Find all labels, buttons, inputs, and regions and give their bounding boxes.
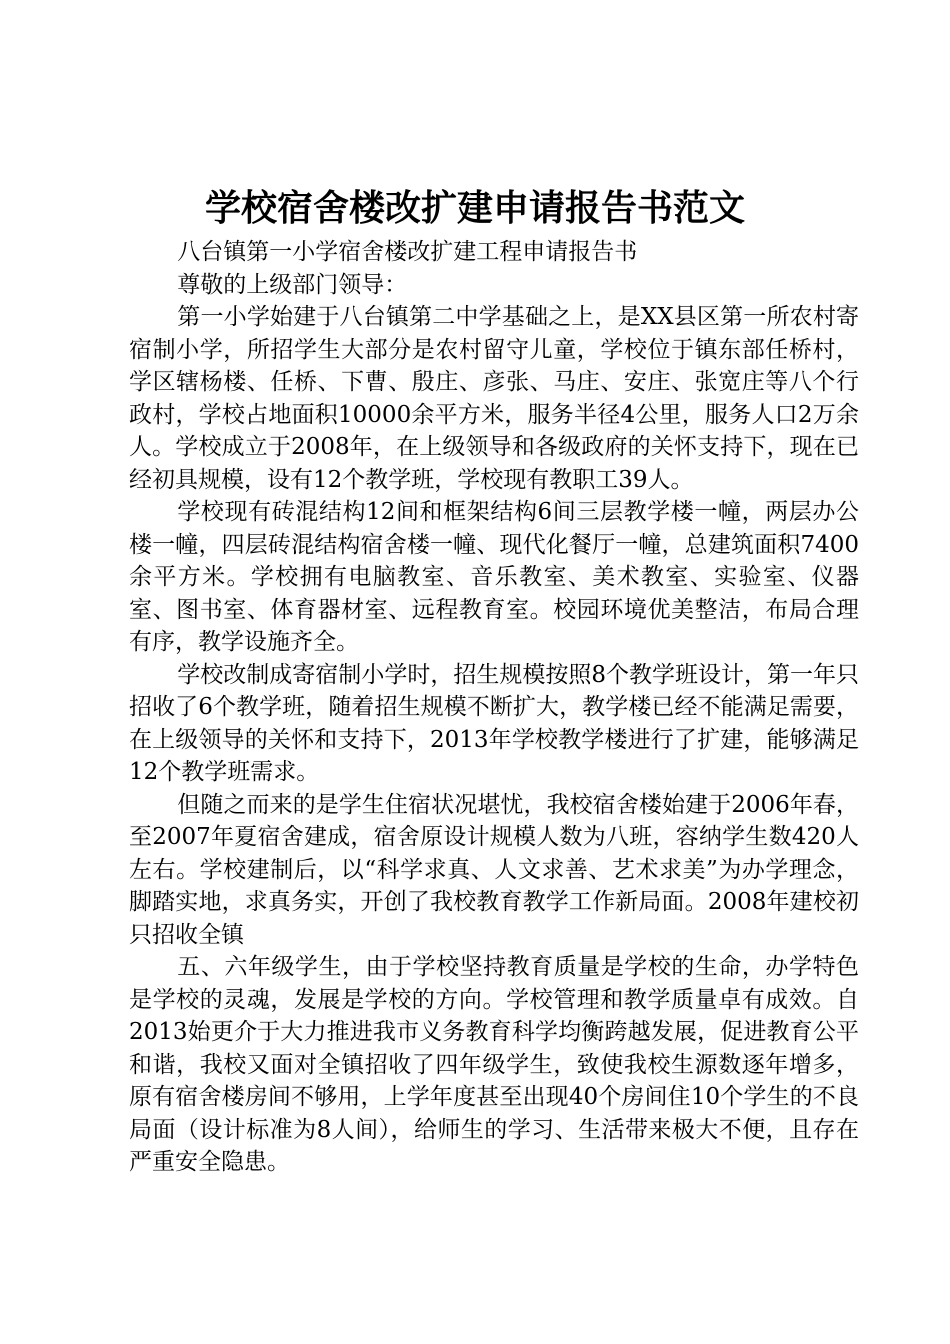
body-paragraph: 但随之而来的是学生住宿状况堪忧，我校宿舍楼始建于2006年春，至2007年夏宿舍建成，宿舍原设计规模人数为八班，容纳学生数420人左右。学校建制后，以“科学求真、人文求善、艺术求美”为办学理念，脚踏实地，求真务实，开创了我校教育教学工作新局面。2008年建校初只招收全镇 (129, 791, 859, 948)
body-paragraph: 五、六年级学生，由于学校坚持教育质量是学校的生命，办学特色是学校的灵魂，发展是学校的方向。学校管理和教学质量卓有成效。自2013始更介于大力推进我市义务教育科学均衡跨越发展，促进教育公平和谐，我校又面对全镇招收了四年级学生，致使我校生源数逐年增多，原有宿舍楼房间不够用，上学年度甚至出现40个房间住10个学生的不良局面（设计标准为8人间），给师生的学习、生活带来极大不便，且存在严重安全隐患。 (129, 954, 859, 1175)
body-paragraph: 学校现有砖混结构12间和框架结构6间三层教学楼一幢，两层办公楼一幢，四层砖混结构宿舍楼一幢、现代化餐厅一幢，总建筑面积7400余平方米。学校拥有电脑教室、音乐教室、美术教室、实验室、仪器室、图书室、体育器材室、远程教育室。校园环境优美整洁，布局合理有序，教学设施齐全。 (129, 499, 859, 655)
body-paragraph: 学校改制成寄宿制小学时，招生规模按照8个教学班设计，第一年只招收了6个教学班，随着招生规模不断扩大，教学楼已经不能满足需要，在上级领导的关怀和支持下，2013年学校教学楼进行了扩建，能够满足12个教学班需求。 (129, 661, 859, 785)
salutation: 尊敬的上级部门领导： (177, 271, 408, 298)
document-title: 学校宿舍楼改扩建申请报告书范文 (204, 187, 745, 229)
body-paragraph: 第一小学始建于八台镇第二中学基础之上，是XX县区第一所农村寄宿制小学，所招学生大部分是农村留守儿童，学校位于镇东部任桥村，学区辖杨楼、任桥、下曹、殷庄、彦张、马庄、安庄、张宽庄等八个行政村，学校占地面积10000余平方米，服务半径4公里，服务人口2万余人。学校成立于2008年，在上级领导和各级政府的关怀支持下，现在已经初具规模，设有12个教学班，学校现有教职工39人。 (129, 304, 859, 493)
recipient-heading: 八台镇第一小学宿舍楼改扩建工程申请报告书 (177, 239, 638, 265)
document-body (129, 236, 859, 1179)
